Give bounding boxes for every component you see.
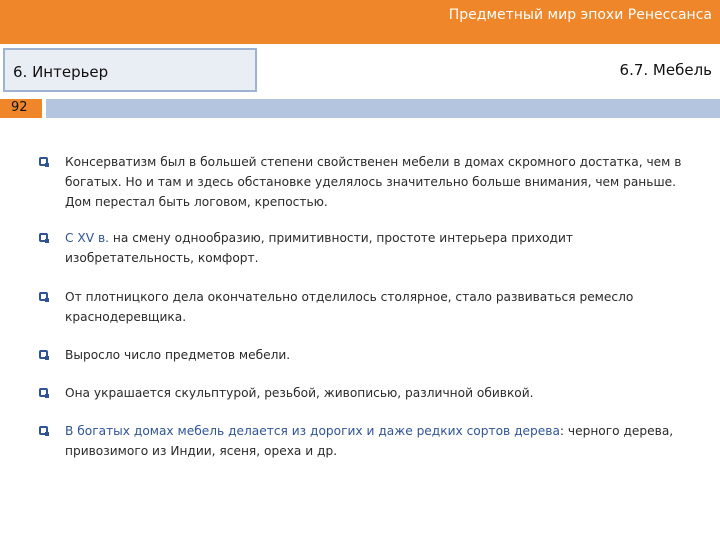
list-item bbox=[38, 345, 698, 365]
bullet-text: : черного дерева, привозимого из Индии, ясеня, ореха и др. bbox=[65, 424, 674, 458]
checkbox-square-icon bbox=[39, 388, 48, 397]
bullet-text: Выросло число предметов мебели. bbox=[65, 348, 291, 362]
list-item bbox=[38, 228, 698, 268]
section-box bbox=[3, 48, 257, 92]
list-item bbox=[38, 152, 698, 212]
checkbox-square-icon bbox=[39, 350, 48, 359]
checkbox-square-icon bbox=[39, 157, 48, 166]
list-item bbox=[38, 383, 698, 403]
checkbox-square-icon bbox=[39, 426, 48, 435]
list-item bbox=[38, 421, 698, 461]
checkbox-square-icon bbox=[39, 292, 48, 301]
bullet-list bbox=[38, 152, 698, 461]
bullet-text: на смену однообразию, примитивности, простоте интерьера приходит изобретательность, комфорт. bbox=[65, 231, 573, 265]
bullet-text: От плотницкого дела окончательно отделилось столярное, стало развиваться ремесло краснодеревщика. bbox=[65, 290, 634, 324]
bullet-text: Консерватизм был в большей степени свойственен мебели в домах скромного достатка, чем в богатых. Но и там и здесь обстановке уделялось значительно больше внимания, чем раньше. Дом перестал быть логовом, крепостью. bbox=[65, 155, 682, 209]
section-label: 6. Интерьер bbox=[13, 63, 109, 81]
checkbox-square-icon bbox=[39, 233, 48, 242]
subsection-label: 6.7. Мебель bbox=[619, 61, 712, 79]
header-bar bbox=[0, 0, 720, 44]
presentation-title: Предметный мир эпохи Ренессанса bbox=[448, 7, 712, 23]
page-number: 92 bbox=[11, 100, 28, 115]
bullet-highlight: С XV в. bbox=[65, 231, 110, 245]
page-number-box bbox=[0, 99, 42, 118]
header-strip bbox=[46, 99, 720, 118]
bullet-text: Она украшается скульптурой, резьбой, живописью, различной обивкой. bbox=[65, 386, 534, 400]
list-item bbox=[38, 287, 698, 327]
bullet-highlight: В богатых домах мебель делается из дорогих и даже редких сортов дерева bbox=[65, 424, 560, 438]
